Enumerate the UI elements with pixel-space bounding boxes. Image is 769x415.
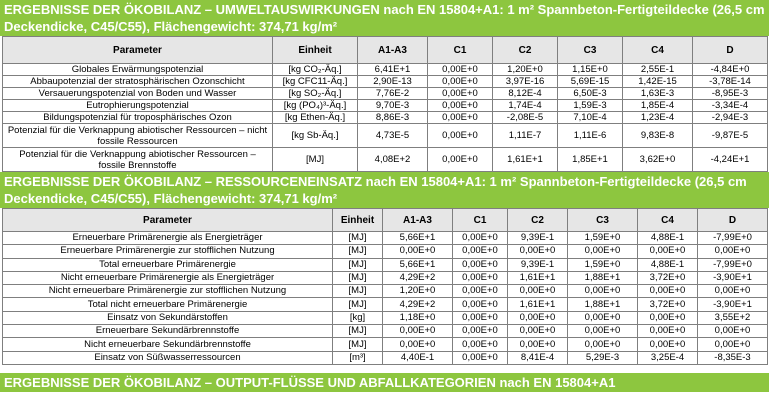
column-header: C4 <box>623 37 693 64</box>
value-cell: 0,00E+0 <box>568 311 638 324</box>
value-cell: 0,00E+0 <box>638 245 698 258</box>
value-cell: 1,59E+0 <box>568 258 638 271</box>
value-cell: -9,87E-5 <box>693 124 768 148</box>
value-cell: 1,74E-4 <box>493 100 558 112</box>
table-row <box>3 285 768 298</box>
value-cell: 0,00E+0 <box>568 245 638 258</box>
value-cell: 0,00E+0 <box>383 245 453 258</box>
table-header-row <box>3 209 768 232</box>
value-cell: 1,20E+0 <box>493 64 558 76</box>
value-cell: 0,00E+0 <box>428 148 493 172</box>
value-cell: -7,99E+0 <box>698 258 768 271</box>
value-cell: 8,41E-4 <box>508 351 568 364</box>
value-cell: 4,88E-1 <box>638 232 698 245</box>
parameter-cell: Bildungspotenzial für troposphärisches Ozon <box>3 112 273 124</box>
value-cell: -8,95E-3 <box>693 88 768 100</box>
value-cell: 4,40E-1 <box>383 351 453 364</box>
value-cell: 0,00E+0 <box>453 351 508 364</box>
value-cell: 5,29E-3 <box>568 351 638 364</box>
unit-cell: [MJ] <box>333 258 383 271</box>
value-cell: 1,61E+1 <box>508 298 568 311</box>
value-cell: -3,34E-4 <box>693 100 768 112</box>
value-cell: 1,11E-7 <box>493 124 558 148</box>
table-row <box>3 148 768 172</box>
column-header: C3 <box>558 37 623 64</box>
unit-cell: [kg SO₂-Äq.] <box>273 88 358 100</box>
value-cell: 6,41E+1 <box>358 64 428 76</box>
value-cell: 3,72E+0 <box>638 271 698 284</box>
parameter-cell: Potenzial für die Verknappung abiotischer Ressourcen – fossile Brennstoffe <box>3 148 273 172</box>
column-header: C2 <box>508 209 568 232</box>
value-cell: 2,55E-1 <box>623 64 693 76</box>
value-cell: 5,66E+1 <box>383 258 453 271</box>
resources-table <box>2 208 768 365</box>
column-header: C3 <box>568 209 638 232</box>
parameter-cell: Total nicht erneuerbare Primärenergie <box>3 298 333 311</box>
parameter-cell: Einsatz von Sekundärstoffen <box>3 311 333 324</box>
table-row <box>3 338 768 351</box>
value-cell: 3,97E-16 <box>493 76 558 88</box>
value-cell: 4,29E+2 <box>383 271 453 284</box>
value-cell: 0,00E+0 <box>508 338 568 351</box>
section-resources-header: ERGEBNISSE DER ÖKOBILANZ – RESSOURCENEINSATZ nach EN 15804+A1: 1 m² Spannbeton-Fertigteildecke (26,5 cm Deckendicke, C45/C55), Flächengewicht: 374,71 kg/m² <box>0 172 769 208</box>
value-cell: 7,10E-4 <box>558 112 623 124</box>
value-cell: 0,00E+0 <box>453 325 508 338</box>
unit-cell: [kg Sb-Äq.] <box>273 124 358 148</box>
table-row <box>3 64 768 76</box>
unit-cell: [kg CO₂-Äq.] <box>273 64 358 76</box>
value-cell: 1,88E+1 <box>568 298 638 311</box>
table-row <box>3 88 768 100</box>
value-cell: 0,00E+0 <box>453 285 508 298</box>
value-cell: 5,69E-15 <box>558 76 623 88</box>
value-cell: 0,00E+0 <box>453 311 508 324</box>
parameter-cell: Abbaupotenzial der stratosphärischen Ozonschicht <box>3 76 273 88</box>
value-cell: -7,99E+0 <box>698 232 768 245</box>
value-cell: 3,72E+0 <box>638 298 698 311</box>
parameter-cell: Globales Erwärmungspotenzial <box>3 64 273 76</box>
value-cell: 0,00E+0 <box>568 325 638 338</box>
column-header: Parameter <box>3 209 333 232</box>
table-row <box>3 245 768 258</box>
value-cell: 0,00E+0 <box>453 232 508 245</box>
value-cell: 0,00E+0 <box>508 325 568 338</box>
table-row <box>3 271 768 284</box>
value-cell: 0,00E+0 <box>428 112 493 124</box>
value-cell: 9,70E-3 <box>358 100 428 112</box>
unit-cell: [MJ] <box>333 325 383 338</box>
value-cell: 0,00E+0 <box>638 311 698 324</box>
value-cell: 0,00E+0 <box>428 88 493 100</box>
parameter-cell: Nicht erneuerbare Sekundärbrennstoffe <box>3 338 333 351</box>
value-cell: 0,00E+0 <box>428 64 493 76</box>
value-cell: -4,24E+1 <box>693 148 768 172</box>
value-cell: 0,00E+0 <box>453 338 508 351</box>
unit-cell: [MJ] <box>333 298 383 311</box>
table-row <box>3 298 768 311</box>
value-cell: 0,00E+0 <box>698 325 768 338</box>
value-cell: 1,59E-3 <box>558 100 623 112</box>
value-cell: -2,08E-5 <box>493 112 558 124</box>
column-header: D <box>693 37 768 64</box>
value-cell: 1,61E+1 <box>508 271 568 284</box>
unit-cell: [kg] <box>333 311 383 324</box>
column-header: A1-A3 <box>383 209 453 232</box>
value-cell: 4,73E-5 <box>358 124 428 148</box>
column-header: Einheit <box>273 37 358 64</box>
value-cell: 0,00E+0 <box>453 258 508 271</box>
table-row <box>3 232 768 245</box>
table-header-row <box>3 37 768 64</box>
unit-cell: [kg Ethen-Äq.] <box>273 112 358 124</box>
value-cell: 0,00E+0 <box>698 338 768 351</box>
table-row <box>3 124 768 148</box>
parameter-cell: Erneuerbare Primärenergie zur stofflichen Nutzung <box>3 245 333 258</box>
value-cell: 1,85E+1 <box>558 148 623 172</box>
value-cell: -4,84E+0 <box>693 64 768 76</box>
table-row <box>3 325 768 338</box>
value-cell: 0,00E+0 <box>698 285 768 298</box>
value-cell: -3,90E+1 <box>698 271 768 284</box>
value-cell: 9,39E-1 <box>508 258 568 271</box>
value-cell: 1,63E-3 <box>623 88 693 100</box>
value-cell: 0,00E+0 <box>453 271 508 284</box>
column-header: C2 <box>493 37 558 64</box>
value-cell: -8,35E-3 <box>698 351 768 364</box>
value-cell: 1,88E+1 <box>568 271 638 284</box>
value-cell: 0,00E+0 <box>698 245 768 258</box>
value-cell: 6,50E-3 <box>558 88 623 100</box>
unit-cell: [m³] <box>333 351 383 364</box>
value-cell: 0,00E+0 <box>453 245 508 258</box>
column-header: D <box>698 209 768 232</box>
column-header: C4 <box>638 209 698 232</box>
value-cell: 0,00E+0 <box>383 325 453 338</box>
value-cell: 1,85E-4 <box>623 100 693 112</box>
value-cell: 1,42E-15 <box>623 76 693 88</box>
value-cell: 0,00E+0 <box>568 285 638 298</box>
parameter-cell: Einsatz von Süßwasserressourcen <box>3 351 333 364</box>
unit-cell: [kg CFC11-Äq.] <box>273 76 358 88</box>
table-row <box>3 311 768 324</box>
value-cell: -3,90E+1 <box>698 298 768 311</box>
value-cell: 0,00E+0 <box>638 325 698 338</box>
section-output-header: ERGEBNISSE DER ÖKOBILANZ – OUTPUT-FLÜSSE UND ABFALLKATEGORIEN nach EN 15804+A1 <box>0 373 769 392</box>
column-header: C1 <box>453 209 508 232</box>
table-row <box>3 100 768 112</box>
table-row <box>3 351 768 364</box>
value-cell: 3,55E+2 <box>698 311 768 324</box>
column-header: C1 <box>428 37 493 64</box>
unit-cell: [MJ] <box>333 338 383 351</box>
table-row <box>3 76 768 88</box>
section-impacts-header: ERGEBNISSE DER ÖKOBILANZ – UMWELTAUSWIRKUNGEN nach EN 15804+A1: 1 m² Spannbeton-Fertigteildecke (26,5 cm Deckendicke, C45/C55), Flächengewicht: 374,71 kg/m² <box>0 0 769 36</box>
value-cell: 4,29E+2 <box>383 298 453 311</box>
value-cell: 9,83E-8 <box>623 124 693 148</box>
value-cell: 4,88E-1 <box>638 258 698 271</box>
value-cell: 8,86E-3 <box>358 112 428 124</box>
unit-cell: [MJ] <box>333 232 383 245</box>
value-cell: 0,00E+0 <box>428 76 493 88</box>
column-header: Einheit <box>333 209 383 232</box>
value-cell: -3,78E-14 <box>693 76 768 88</box>
value-cell: 2,90E-13 <box>358 76 428 88</box>
unit-cell: [MJ] <box>273 148 358 172</box>
parameter-cell: Erneuerbare Primärenergie als Energieträger <box>3 232 333 245</box>
parameter-cell: Versauerungspotenzial von Boden und Wasser <box>3 88 273 100</box>
parameter-cell: Nicht erneuerbare Primärenergie als Energieträger <box>3 271 333 284</box>
unit-cell: [MJ] <box>333 271 383 284</box>
column-header: Parameter <box>3 37 273 64</box>
value-cell: 3,25E-4 <box>638 351 698 364</box>
value-cell: 0,00E+0 <box>568 338 638 351</box>
parameter-cell: Potenzial für die Verknappung abiotischer Ressourcen – nicht fossile Ressourcen <box>3 124 273 148</box>
value-cell: 4,08E+2 <box>358 148 428 172</box>
parameter-cell: Erneuerbare Sekundärbrennstoffe <box>3 325 333 338</box>
value-cell: 0,00E+0 <box>428 124 493 148</box>
value-cell: 0,00E+0 <box>638 285 698 298</box>
impacts-table <box>2 36 768 172</box>
value-cell: -2,94E-3 <box>693 112 768 124</box>
parameter-cell: Total erneuerbare Primärenergie <box>3 258 333 271</box>
value-cell: 0,00E+0 <box>508 311 568 324</box>
parameter-cell: Eutrophierungspotenzial <box>3 100 273 112</box>
value-cell: 1,20E+0 <box>383 285 453 298</box>
value-cell: 0,00E+0 <box>383 338 453 351</box>
unit-cell: [MJ] <box>333 285 383 298</box>
unit-cell: [MJ] <box>333 245 383 258</box>
table-row <box>3 112 768 124</box>
value-cell: 3,62E+0 <box>623 148 693 172</box>
value-cell: 1,23E-4 <box>623 112 693 124</box>
value-cell: 8,12E-4 <box>493 88 558 100</box>
value-cell: 1,11E-6 <box>558 124 623 148</box>
value-cell: 0,00E+0 <box>428 100 493 112</box>
value-cell: 1,18E+0 <box>383 311 453 324</box>
value-cell: 0,00E+0 <box>453 298 508 311</box>
parameter-cell: Nicht erneuerbare Primärenergie zur stofflichen Nutzung <box>3 285 333 298</box>
value-cell: 0,00E+0 <box>508 245 568 258</box>
value-cell: 0,00E+0 <box>508 285 568 298</box>
value-cell: 5,66E+1 <box>383 232 453 245</box>
value-cell: 1,61E+1 <box>493 148 558 172</box>
value-cell: 7,76E-2 <box>358 88 428 100</box>
column-header: A1-A3 <box>358 37 428 64</box>
value-cell: 9,39E-1 <box>508 232 568 245</box>
unit-cell: [kg (PO₄)³-Äq.] <box>273 100 358 112</box>
table-row <box>3 258 768 271</box>
value-cell: 1,15E+0 <box>558 64 623 76</box>
value-cell: 1,59E+0 <box>568 232 638 245</box>
value-cell: 0,00E+0 <box>638 338 698 351</box>
